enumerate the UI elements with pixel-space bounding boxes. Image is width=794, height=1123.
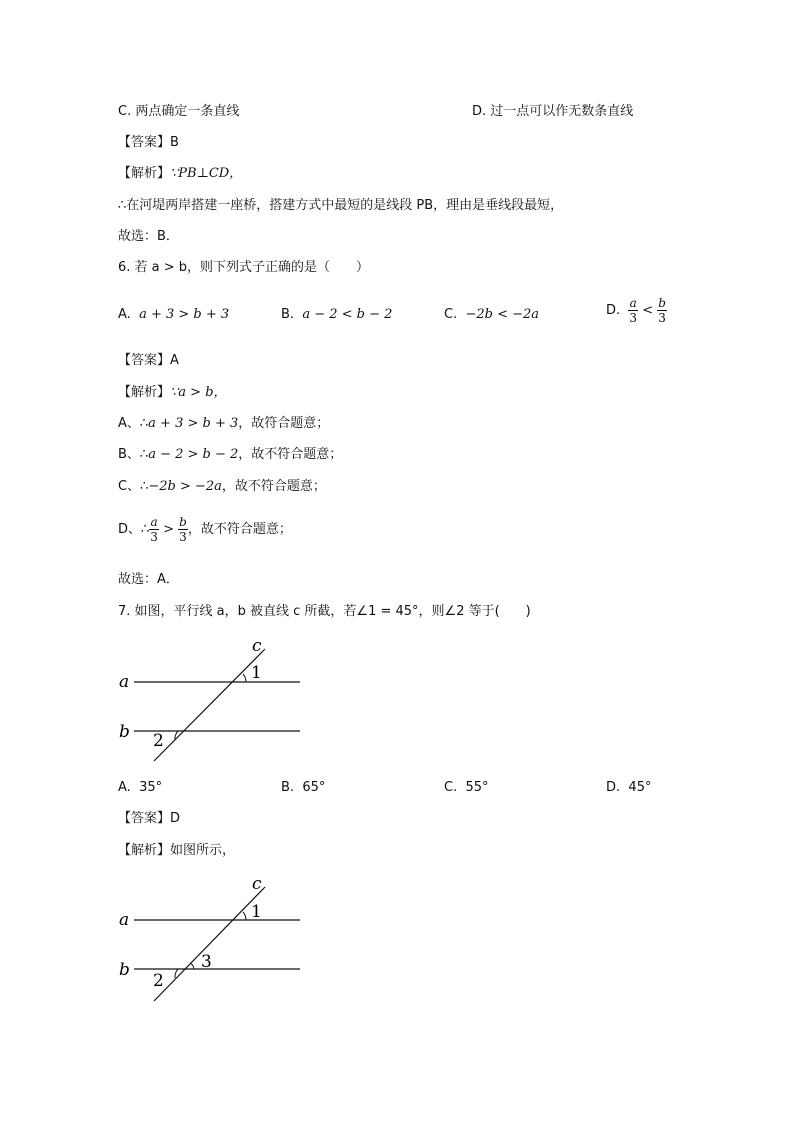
label-b: b xyxy=(119,722,130,742)
label-c: c xyxy=(252,636,262,656)
option-label: A. xyxy=(118,307,131,322)
option-op: < xyxy=(642,303,654,318)
analysis-expr: ∵PB⊥CD， xyxy=(170,166,243,181)
q7-option-c: C. 55° xyxy=(444,780,489,795)
angle-1-arc xyxy=(243,674,246,682)
q7-option-b: B. 65° xyxy=(281,780,326,795)
q6-option-b xyxy=(281,306,392,324)
label-c: c xyxy=(252,874,262,894)
option-label: B. xyxy=(281,307,295,322)
analysis-label: 【解析】 xyxy=(118,385,171,400)
q6-line-b: B、∴a − 2 > b − 2，故不符合题意； xyxy=(118,447,343,462)
line-c xyxy=(154,887,265,1001)
q6-conclusion: 故选：A． xyxy=(118,572,179,587)
angle-1-arc xyxy=(243,912,246,920)
q6-option-d xyxy=(606,296,667,325)
q5-option-d: D. 过一点可以作无数条直线 xyxy=(472,104,634,119)
q7-option-a: A. 35° xyxy=(118,780,163,795)
q5-conclusion: 故选：B． xyxy=(118,229,179,244)
q5-option-c: C. 两点确定一条直线 xyxy=(118,104,240,119)
angle-3-arc xyxy=(190,963,194,969)
q7-figure-1 xyxy=(110,632,310,770)
q5-therefore: ∴在河堤两岸搭建一座桥，搭建方式中最短的是线段 PB，理由是垂线段最短， xyxy=(118,198,564,213)
fraction: $\frac{a}{3}$ xyxy=(150,515,158,544)
q6-line-c: C、∴−2b > −2a，故不符合题意； xyxy=(118,479,326,494)
q6-analysis xyxy=(118,384,227,402)
q7-figure-2 xyxy=(110,870,310,1008)
q6-line-a: A、∴a + 3 > b + 3，故符合题意； xyxy=(118,416,330,431)
label-angle-1: 1 xyxy=(251,902,262,922)
q6-answer: 【答案】A xyxy=(118,353,179,368)
q6-stem: 6. 若 a > b，则下列式子正确的是（ ） xyxy=(118,260,370,275)
label-b: b xyxy=(119,960,130,980)
option-label: D. xyxy=(606,303,621,318)
q6-option-a xyxy=(118,306,229,324)
option-expr: a − 2 < b − 2 xyxy=(302,307,393,322)
analysis-expr: ∵a > b， xyxy=(170,385,227,400)
q7-stem: 7. 如图，平行线 a，b 被直线 c 所截，若∠1 = 45°，则∠2 等于( ) xyxy=(118,604,531,619)
label-angle-2: 2 xyxy=(153,731,164,751)
analysis-label: 【解析】 xyxy=(118,166,171,181)
label-angle-3: 3 xyxy=(201,952,212,972)
q7-analysis: 【解析】如图所示， xyxy=(118,843,236,858)
q5-analysis xyxy=(118,165,242,183)
label-a: a xyxy=(119,672,130,692)
option-expr: a + 3 > b + 3 xyxy=(139,307,230,322)
q7-option-d: D. 45° xyxy=(606,780,652,795)
line-c xyxy=(154,649,265,761)
label-angle-2: 2 xyxy=(153,971,164,991)
q5-answer: 【答案】B xyxy=(118,135,179,150)
q6-line-d: D、∴ $\frac{a}{3}$ > $\frac{b}{3}$ ，故不符合题意； xyxy=(118,515,292,544)
label-angle-1: 1 xyxy=(251,663,262,683)
option-expr: −2b < −2a xyxy=(465,307,540,322)
fraction: $\frac{b}{3}$ xyxy=(179,515,187,544)
q6-option-c xyxy=(444,306,539,324)
fraction: $\frac{a}{3}$ xyxy=(629,296,638,325)
label-a: a xyxy=(119,910,130,930)
q7-answer: 【答案】D xyxy=(118,811,181,826)
fraction: $\frac{b}{3}$ xyxy=(658,296,666,325)
option-label: C. xyxy=(444,307,458,322)
